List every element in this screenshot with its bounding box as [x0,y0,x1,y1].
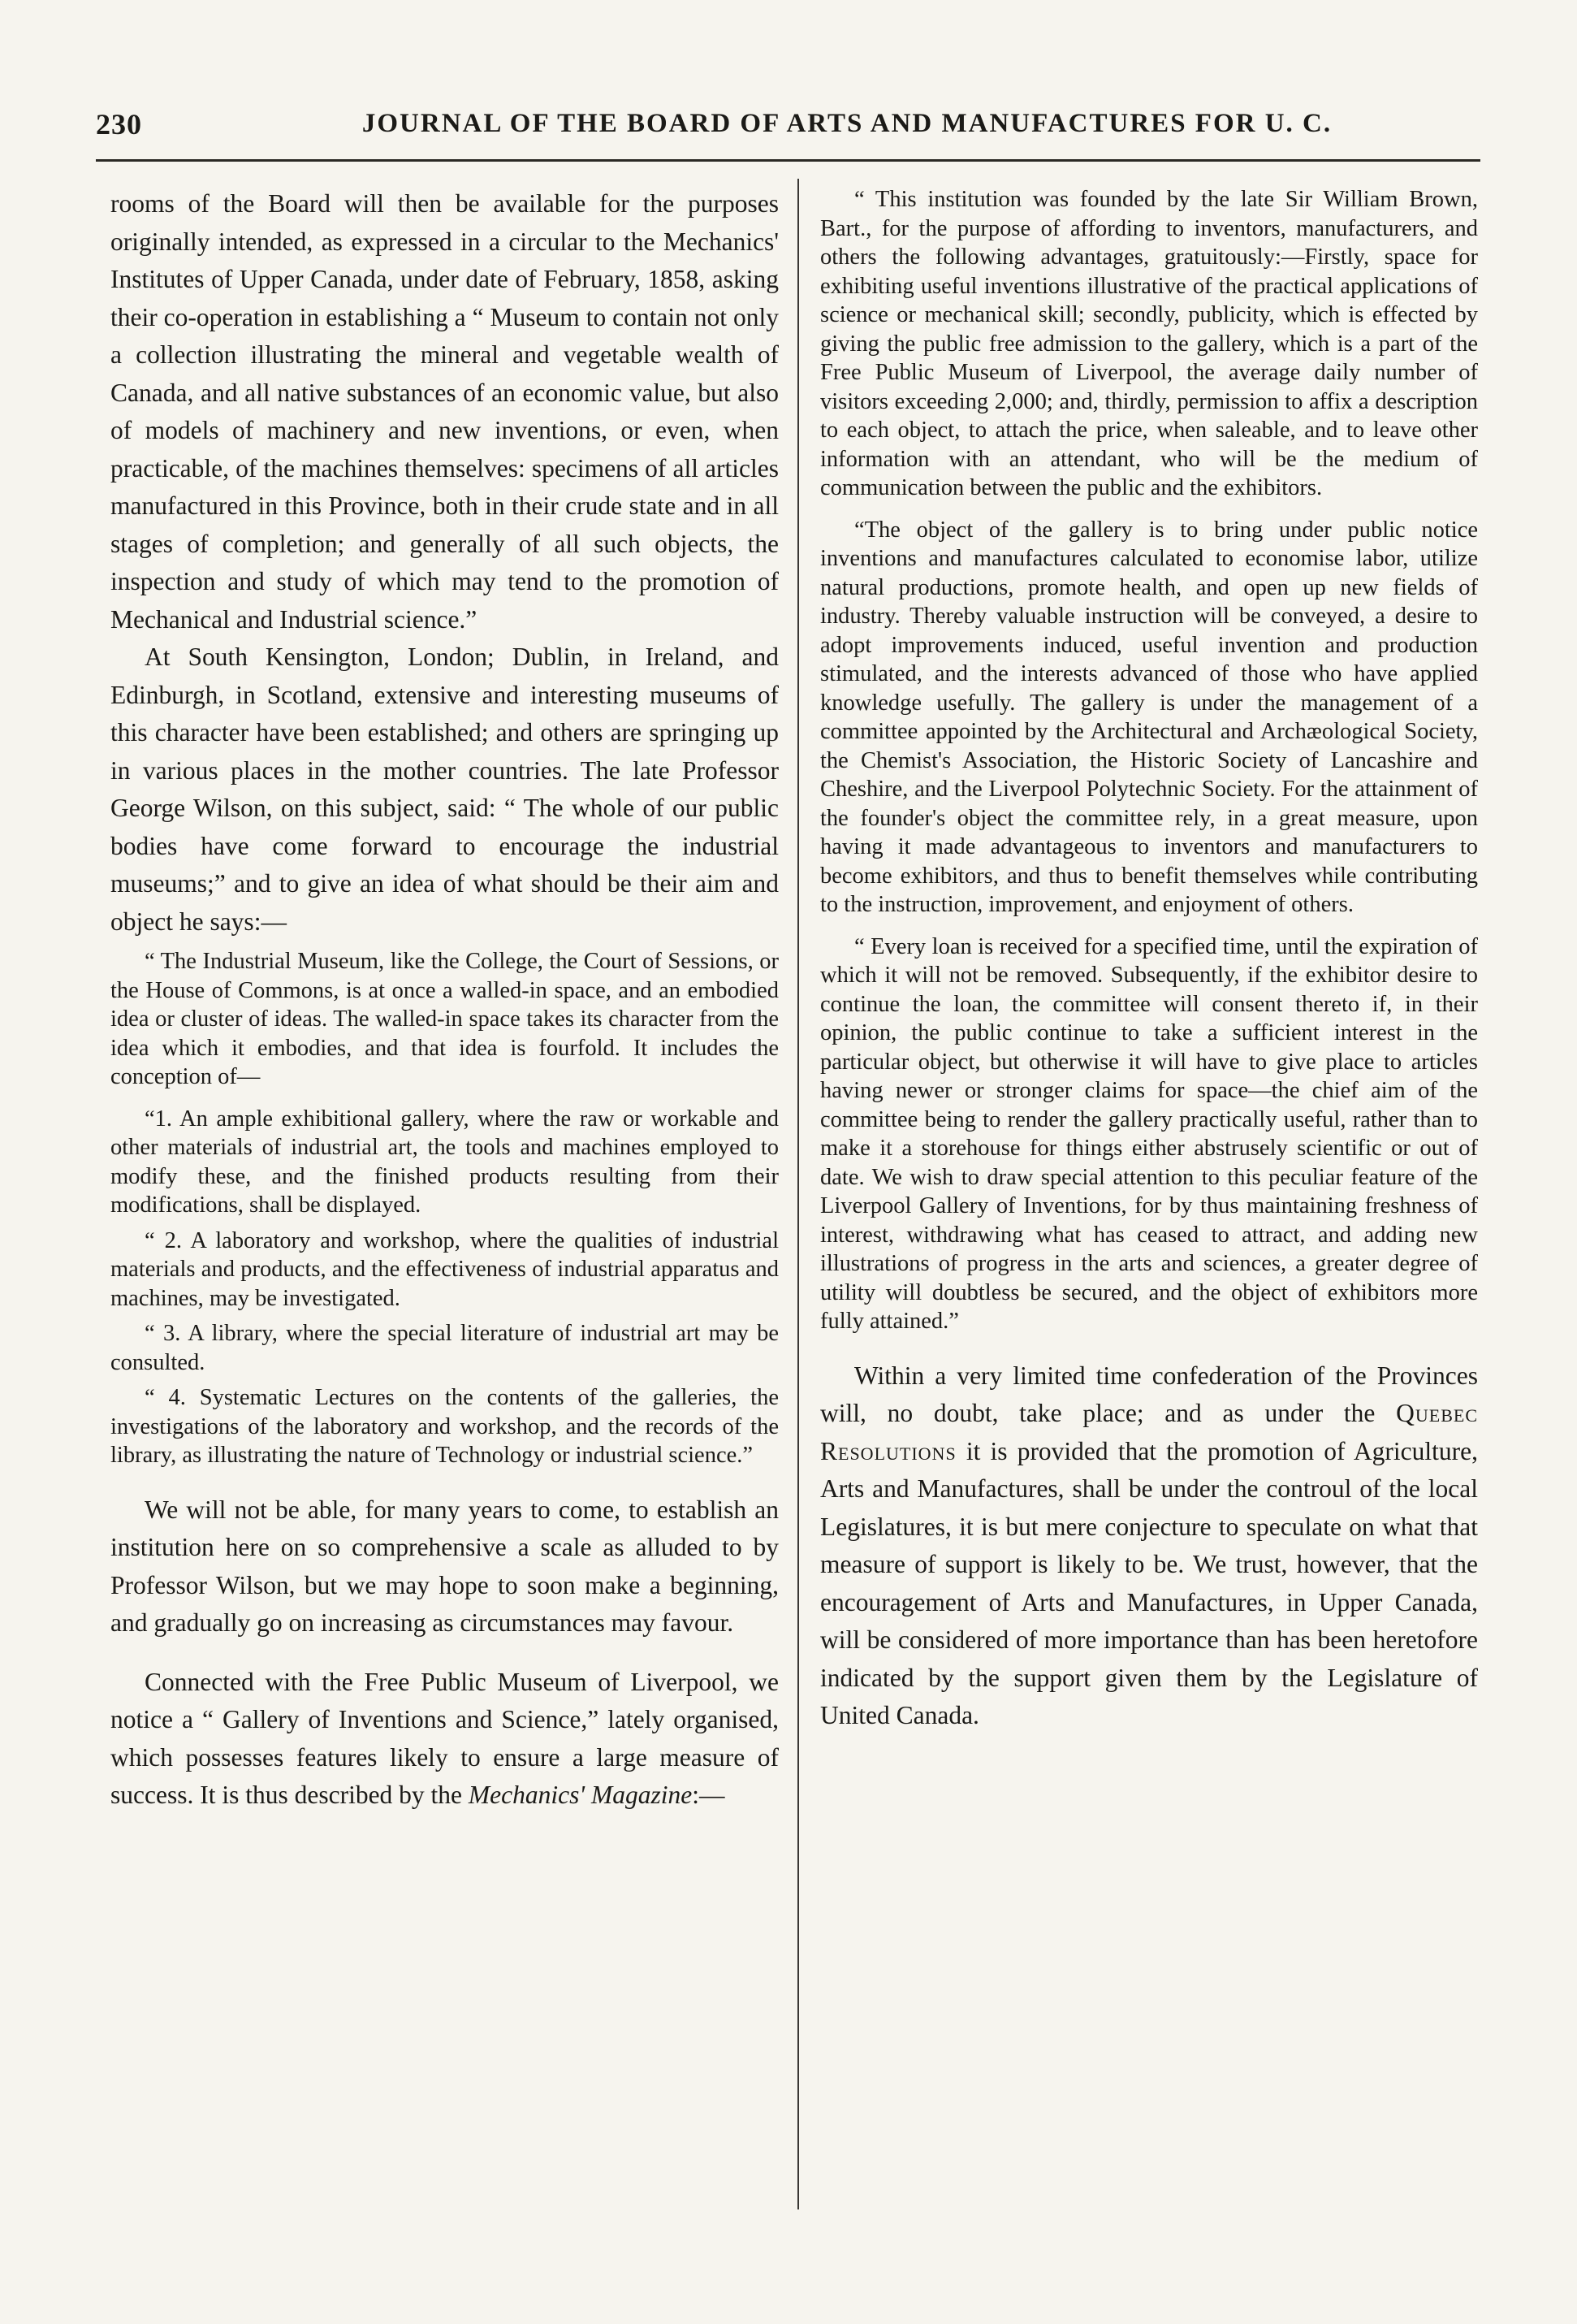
paragraph-comprehensive-scale: We will not be able, for many years to come, to establish an institution here on so comprehensive a scale as alluded to by Professor Wilson, but we may hope to soon make a beginning, and gradually go on increasing as circumstances may favour. [110,1495,779,1637]
left-column [110,185,779,2259]
quote-industrial-museum: “ The Industrial Museum, like the College, the Court of Sessions, or the House of Commons, is at once a walled-in space, and an embodied idea or cluster of ideas. The walled-in space takes its character from the idea which it embodies, and that idea is fourfold. It includes the conception of— [110,949,779,1089]
running-title: JOURNAL OF THE BOARD OF ARTS AND MANUFACTURES FOR U. C. [361,109,1333,138]
liverpool-gallery-text: Connected with the Free Public Museum of Liverpool, we notice a “ Gallery of Inventions and Science,” lately organised, which possesses features likely to ensure a large measure of success. It is thus described by the [110,1667,779,1809]
quote-every-loan: “ Every loan is received for a specified time, until the expiration of which it will not be removed. Subsequently, if the exhibitor desire to continue the loan, the committee will consent thereto if, in their opinion, the public continue to take a sufficient interest in the particular object, but otherwise it will have to give place to articles having newer or stronger claims for space—the chief aim of the committee being to render the gallery practically useful, rather than to make it a storehouse for things either abstrusely scientific or out of date. We wish to draw special attention to this peculiar feature of the Liverpool Gallery of Inventions, for by thus maintaining freshness of interest, withdrawing what has ceased to attract, and adding new illustrations of progress in the arts and sciences, a greater degree of utility will doubtless be secured, and the object of exhibitors more fully attained.” [820,933,1478,1334]
right-column [820,185,1478,2259]
quote-item-4: “ 4. Systematic Lectures on the contents of the galleries, the investigations of the laboratory and workshop, and the records of the library, as illustrating the nature of Technology or industrial science.” [110,1385,779,1468]
header-rule [96,159,1480,162]
liverpool-gallery-end: :— [692,1781,725,1809]
quote-item-2: “ 2. A laboratory and workshop, where the qualities of industrial materials and products, and the effectiveness of industrial apparatus and machines, may be investigated. [110,1227,779,1311]
page-number: 230 [96,108,142,141]
quote-item-3: “ 3. A library, where the special literature of industrial art may be consulted. [110,1321,779,1375]
page-header [96,104,1476,153]
quote-item-1: “1. An ample exhibitional gallery, where the raw or workable and other materials of industrial art, the tools and machines employed to modify these, and the finished products resulting from their modifications, shall be displayed. [110,1106,779,1218]
paragraph-confederation [820,1357,1478,1735]
confederation-text-start: Within a very limited time confederation of the Provinces will, no doubt, take place; and as under the [820,1361,1478,1427]
confederation-text-end: it is provided that the promotion of Agriculture, Arts and Manufactures, shall be under the controul of the local Legislatures, it is but mere conjecture to speculate on what that measure of support is likely to be. We trust, however, that the encouragement of Arts and Manufactures, in Upper Canada, will be considered of more importance than has been heretofore indicated by the support given them by the Legislature of United Canada. [820,1436,1478,1729]
quote-institution-founded: “ This institution was founded by the late Sir William Brown, Bart., for the purpose of affording to inventors, manufacturers, and others the following advantages, gratuitously:—Firstly, space for exhibiting useful inventions illustrative of the practical applications of science or mechanical skill; secondly, publicity, which is effected by giving the public free admission to the gallery, which is a part of the Free Public Museum of Liverpool, the average daily number of visitors exceeding 2,000; and, thirdly, permission to affix a description to each object, to attach the price, when saleable, and to leave other information with an attendant, who will be the medium of communication between the public and the exhibitors. [820,187,1478,500]
quebec-resolutions: Quebec Resolutions [820,1399,1478,1465]
paragraph-museum-circular: rooms of the Board will then be available for the purposes originally intended, as expressed in a circular to the Mechanics' Institutes of Upper Canada, under date of February, 1858, asking their co-operation in establishing a “ Museum to contain not only a collection illustrating the mineral and vegetable wealth of Canada, and all native substances of an economic value, but also of models of machinery and new inventions, or even, when practicable, of the machines themselves: specimens of all articles manufactured in this Province, both in their crude state and in all stages of completion; and generally of all such objects, the inspection and study of which may tend to the promotion of Mechanical and Industrial science.” [110,189,779,634]
paragraph-kensington: At South Kensington, London; Dublin, in Ireland, and Edinburgh, in Scotland, extensive and interesting museums of this character have been established; and others are springing up in various places in the mother countries. The late Professor George Wilson, on this subject, said: “ The whole of our public bodies have come forward to encourage the industrial museums;” and to give an idea of what should be their aim and object he says:— [110,643,779,936]
quote-gallery-object: “The object of the gallery is to bring under public notice inventions and manufactures calculated to economise labor, utilize natural productions, promote health, and open up new fields of industry. Thereby valuable instruction will be conveyed, a desire to adopt improvements induced, useful invention and production stimulated, and the interests advanced of those who have applied knowledge usefully. The gallery is under the management of a committee appointed by the Architectural and Archæological Society, the Chemist's Association, the Historic Society of Lancashire and Cheshire, and the Liverpool Polytechnic Society. For the attainment of the founder's object the committee rely, in a great measure, upon having it made advantageous to inventors and manufacturers to become exhibitors, and thus to benefit themselves while contributing to the instruction, improvement, and enjoyment of others. [820,517,1478,917]
mechanics-magazine-title: Mechanics' Magazine [468,1781,693,1809]
paragraph-liverpool-gallery [110,1664,779,1815]
column-divider [797,179,799,2209]
